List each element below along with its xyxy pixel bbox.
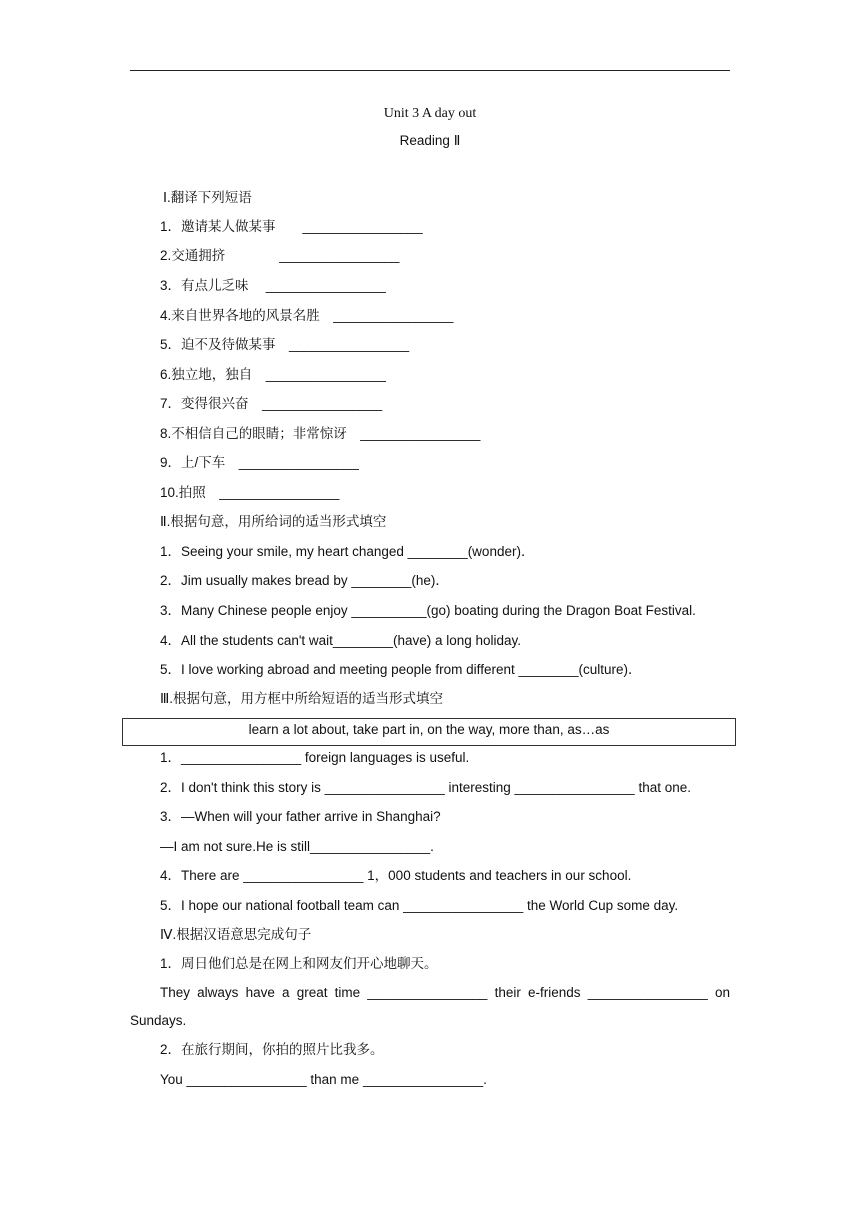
- s2-item-5: 5．I love working abroad and meeting people from different ________(culture)．: [160, 662, 642, 677]
- page-title: Unit 3 A day out: [383, 106, 477, 121]
- section-1-heading: Ⅰ.翻译下列短语: [163, 190, 252, 205]
- s4-q1-english: They always have a great time ________________ their e-friends ________________ on: [160, 985, 730, 1000]
- s3-item-4: 4．There are ________________ 1，000 students and teachers in our school.: [160, 868, 632, 883]
- s1-item-1: 1．邀请某人做某事 ________________: [160, 219, 423, 234]
- section-2-heading: Ⅱ.根据句意，用所给词的适当形式填空: [160, 514, 387, 529]
- s1-item-10: 10.拍照 ________________: [160, 485, 340, 500]
- phrase-box: learn a lot about, take part in, on the way, more than, as…as: [122, 718, 736, 746]
- s1-item-5: 5．迫不及待做某事 ________________: [160, 337, 410, 352]
- s2-item-4: 4．All the students can't wait________(have) a long holiday.: [160, 633, 522, 648]
- s2-item-1: 1．Seeing your smile, my heart changed ________(wonder)．: [160, 544, 535, 559]
- s1-item-2: 2.交通拥挤 ________________: [160, 248, 400, 263]
- page-subtitle: Reading Ⅱ: [399, 133, 461, 148]
- s3-item-3-answer: —I am not sure.He is still________________.: [160, 839, 434, 854]
- s3-item-2: 2．I don't think this story is ________________ interesting ________________ that one.: [160, 780, 691, 795]
- section-4-heading: Ⅳ.根据汉语意思完成句子: [160, 927, 312, 942]
- s4-q2-english: You ________________ than me ________________.: [160, 1072, 487, 1087]
- section-3-heading: Ⅲ.根据句意，用方框中所给短语的适当形式填空: [160, 691, 444, 706]
- s3-item-3: 3．—When will your father arrive in Shanghai?: [160, 809, 441, 824]
- s1-item-3: 3．有点儿乏味 ________________: [160, 278, 386, 293]
- s1-item-6: 6.独立地，独自 ________________: [160, 367, 386, 382]
- s3-item-5: 5．I hope our national football team can ________________ the World Cup some day.: [160, 898, 679, 913]
- s1-item-8: 8.不相信自己的眼睛；非常惊讶 ________________: [160, 426, 481, 441]
- s3-item-1: 1．________________ foreign languages is useful.: [160, 750, 470, 765]
- s4-q1-chinese: 1．周日他们总是在网上和网友们开心地聊天。: [160, 956, 438, 971]
- s1-item-9: 9．上/下车 ________________: [160, 455, 359, 470]
- s1-item-4: 4.来自世界各地的风景名胜 ________________: [160, 308, 454, 323]
- header-rule: [130, 70, 730, 71]
- s1-item-7: 7．变得很兴奋 ________________: [160, 396, 383, 411]
- s2-item-3: 3．Many Chinese people enjoy __________(go) boating during the Dragon Boat Festival.: [160, 603, 696, 618]
- s2-item-2: 2．Jim usually makes bread by ________(he)．: [160, 573, 449, 588]
- s4-q1-english-continued: Sundays.: [130, 1013, 187, 1028]
- s4-q2-chinese: 2．在旅行期间，你拍的照片比我多。: [160, 1042, 384, 1057]
